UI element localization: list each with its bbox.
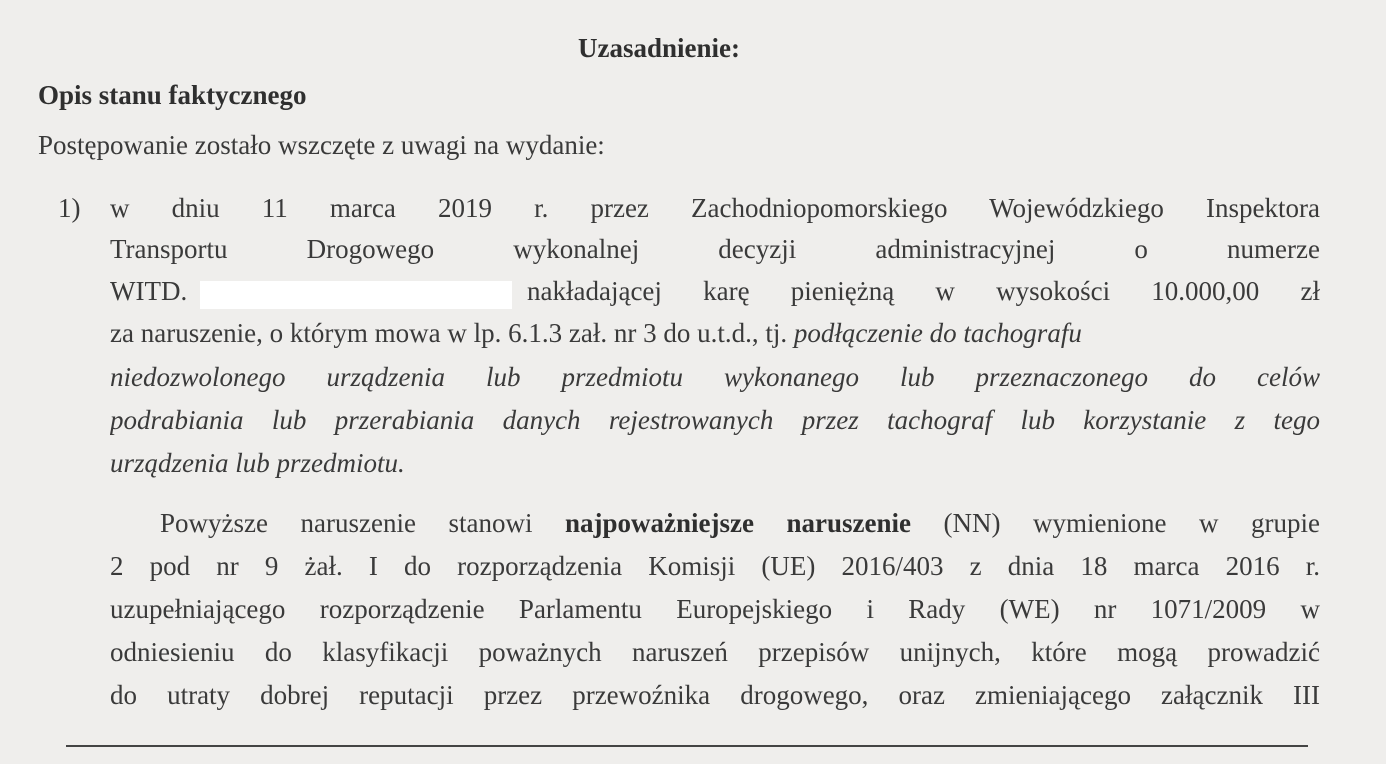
para2-line5: do utraty dobrej reputacji przez przewoźnika drogowego, oraz zmieniającego załącznik III <box>110 680 1320 710</box>
item1-line3-suffix: nakładającej karę pieniężną w wysokości 10.000,00 zł <box>527 276 1320 306</box>
para2-line1-bold: najpoważniejsze naruszenie <box>564 508 911 538</box>
item1-line3-prefix: WITD. <box>110 276 188 306</box>
item1-line4 <box>110 318 1082 348</box>
footnote-divider <box>66 745 1308 747</box>
para2-line1-after: (NN) wymienione w grupie <box>943 508 1320 538</box>
intro-text: Postępowanie zostało wszczęte z uwagi na wydanie: <box>38 130 605 160</box>
section-heading: Opis stanu faktycznego <box>38 80 307 110</box>
redacted-number <box>200 279 512 309</box>
para2-line3: uzupełniającego rozporządzenie Parlamentu Europejskiego i Rady (WE) nr 1071/2009 w <box>110 594 1320 624</box>
list-item-number: 1) <box>58 193 81 223</box>
item1-line7: urządzenia lub przedmiotu. <box>110 448 405 478</box>
para2-line4: odniesieniu do klasyfikacji poważnych naruszeń przepisów unijnych, które mogą prowadzić <box>110 637 1320 667</box>
para2-line1 <box>160 508 1320 540</box>
item1-line1: w dniu 11 marca 2019 r. przez Zachodniopomorskiego Wojewódzkiego Inspektora <box>110 193 1320 223</box>
document-title: Uzasadnienie: <box>578 33 740 63</box>
item1-line2: Transportu Drogowego wykonalnej decyzji administracyjnej o numerze <box>110 234 1320 264</box>
para2-line2: 2 pod nr 9 żał. I do rozporządzenia Komisji (UE) 2016/403 z dnia 18 marca 2016 r. <box>110 551 1320 581</box>
para2-line1-before: Powyższe naruszenie stanowi <box>160 508 533 538</box>
item1-line4-italic: podłączenie do tachografu <box>793 318 1082 348</box>
item1-line6: podrabiania lub przerabiania danych rejestrowanych przez tachograf lub korzystanie z tego <box>110 405 1320 435</box>
item1-line5: niedozwolonego urządzenia lub przedmiotu wykonanego lub przeznaczonego do celów <box>110 362 1320 392</box>
item1-line4-plain: za naruszenie, o którym mowa w lp. 6.1.3 zał. nr 3 do u.t.d., tj. <box>110 318 788 348</box>
